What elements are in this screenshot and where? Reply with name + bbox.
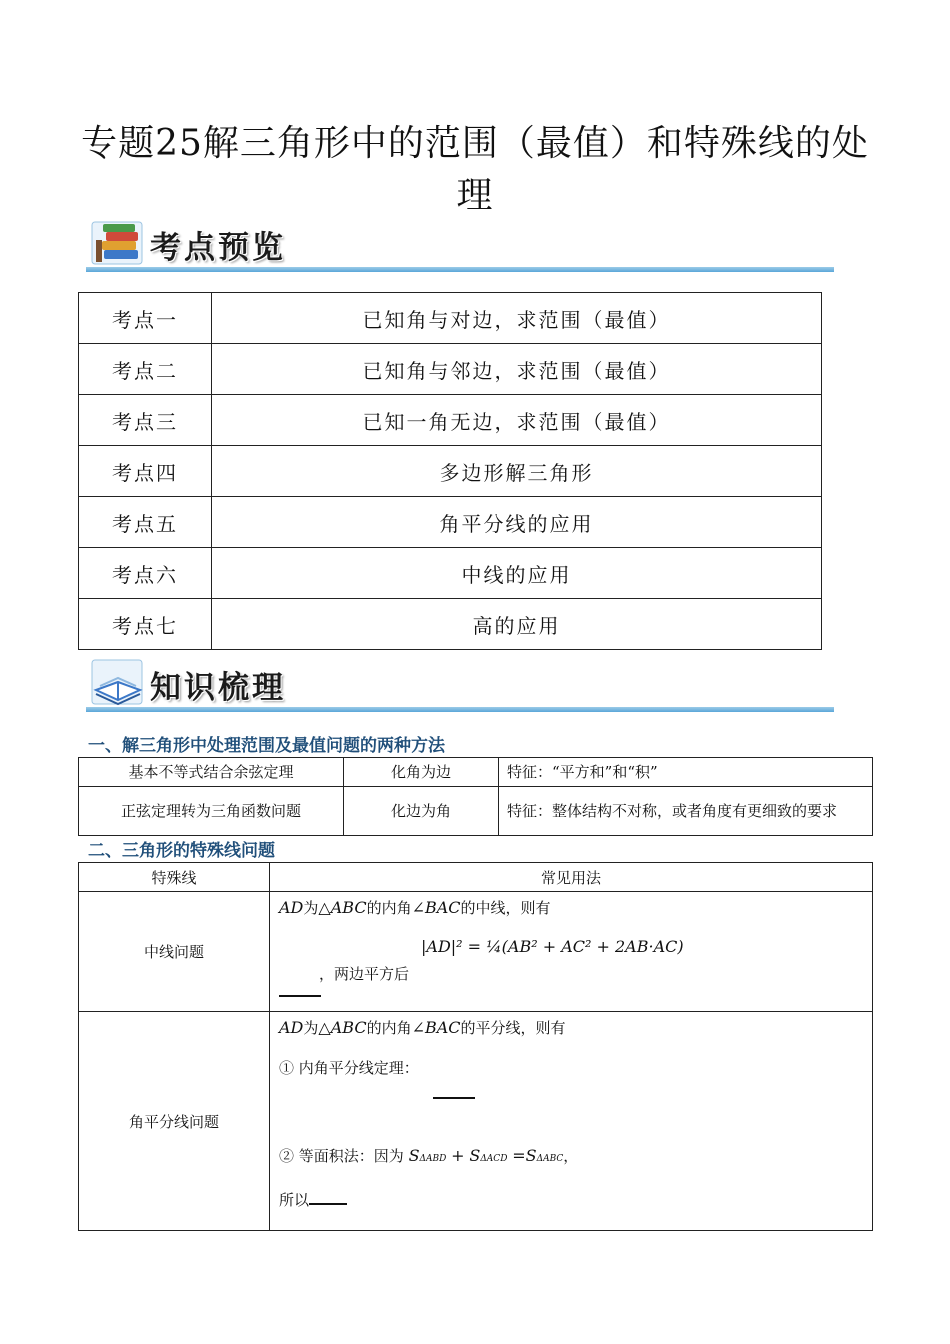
approach-cell: 化角为边 [344,758,499,787]
table-row [79,344,822,395]
table-row [79,548,822,599]
feature-cell: 特征：整体结构不对称，或者角度有更细致的要求 [499,787,873,836]
bisector-content [271,1013,871,1229]
math-eq: = [512,1146,526,1165]
math-sub-abc: ΔABC [536,1154,564,1164]
table-row [79,446,822,497]
banner-underline [86,707,834,712]
math-sub-abd: ΔABD [419,1154,447,1164]
median-intro [279,897,551,918]
methods-table [78,757,873,836]
median-answer-blank[interactable] [279,983,321,1001]
table-row [79,787,873,836]
open-book-icon [90,656,146,706]
math-ad: AD [279,898,304,917]
page-title: 专题25解三角形中的范围（最值）和特殊线的处理 [81,123,869,216]
math-plus: + [451,1146,465,1165]
table-row [79,395,822,446]
kaodian-desc: 已知角与对边，求范围（最值） [212,293,822,344]
table-header-row [79,863,873,892]
table-row [79,1012,873,1231]
books-icon [90,216,146,266]
section2-heading: 二、三角形的特殊线问题 [88,841,275,861]
median-formula [421,937,684,956]
table-row [79,293,822,344]
math-angle: ∠BAC [411,898,461,917]
text-end: 的中线，则有 [460,899,551,917]
kaodian-desc: 角平分线的应用 [212,497,822,548]
method-cell: 基本不等式结合余弦定理 [79,758,344,787]
table-row [79,758,873,787]
kaodian-table [78,292,822,650]
zhishi-banner-label: 知识梳理 [150,670,286,706]
method-cell: 正弦定理转为三角函数问题 [79,787,344,836]
kaodian-name: 考点四 [79,446,212,497]
item2-text: ② 等面积法：因为 [279,1147,404,1165]
bisector-item2 [279,1145,578,1166]
math-triangle: △ABC [318,1018,367,1037]
kaodian-name: 考点三 [79,395,212,446]
bisector-item1-blank[interactable] [433,1085,475,1103]
table-row [79,599,822,650]
bisector-label: 角平分线问题 [79,1012,270,1231]
median-formula-text: |AD|² = ¼(AB² + AC² + 2AB·AC) [421,937,684,956]
math-s: S [525,1146,537,1165]
text-comma: ， [563,1147,579,1165]
kaodian-desc: 已知一角无边，求范围（最值） [212,395,822,446]
col-header: 特殊线 [79,863,270,892]
bisector-intro [279,1017,566,1038]
math-s: S [469,1146,481,1165]
math-angle: ∠BAC [411,1018,461,1037]
bisector-so [279,1189,347,1210]
kaodian-name: 考点七 [79,599,212,650]
special-lines-table [78,862,873,1231]
feature-cell: 特征：“平方和”和“积” [499,758,873,787]
bisector-so-blank[interactable] [309,1203,347,1205]
kaodian-banner-label: 考点预览 [150,230,286,266]
text-end: 的平分线，则有 [460,1019,566,1037]
kaodian-desc: 多边形解三角形 [212,446,822,497]
zhishi-banner [86,654,834,716]
approach-cell: 化边为角 [344,787,499,836]
median-label: 中线问题 [79,892,270,1012]
text-wei: 为 [303,899,319,917]
section1-heading: 一、解三角形中处理范围及最值问题的两种方法 [88,736,445,756]
col-header: 常见用法 [270,863,873,892]
text-wei: 为 [303,1019,319,1037]
kaodian-name: 考点五 [79,497,212,548]
kaodian-name: 考点一 [79,293,212,344]
kaodian-name: 考点六 [79,548,212,599]
bisector-item1: ① 内角平分线定理： [279,1059,419,1077]
text-neijiao: 的内角 [366,899,412,917]
kaodian-name: 考点二 [79,344,212,395]
kaodian-banner [86,214,834,276]
math-sub-acd: ΔACD [480,1154,508,1164]
text-neijiao: 的内角 [366,1019,412,1037]
median-content [271,893,871,1010]
banner-underline [86,267,834,272]
math-ad: AD [279,1018,304,1037]
table-row [79,892,873,1012]
so-text: 所以 [279,1191,310,1209]
math-s: S [408,1146,420,1165]
kaodian-desc: 中线的应用 [212,548,822,599]
table-row [79,497,822,548]
median-after: ，两边平方后 [319,965,410,983]
kaodian-desc: 已知角与邻边，求范围（最值） [212,344,822,395]
math-triangle: △ABC [318,898,367,917]
kaodian-desc: 高的应用 [212,599,822,650]
